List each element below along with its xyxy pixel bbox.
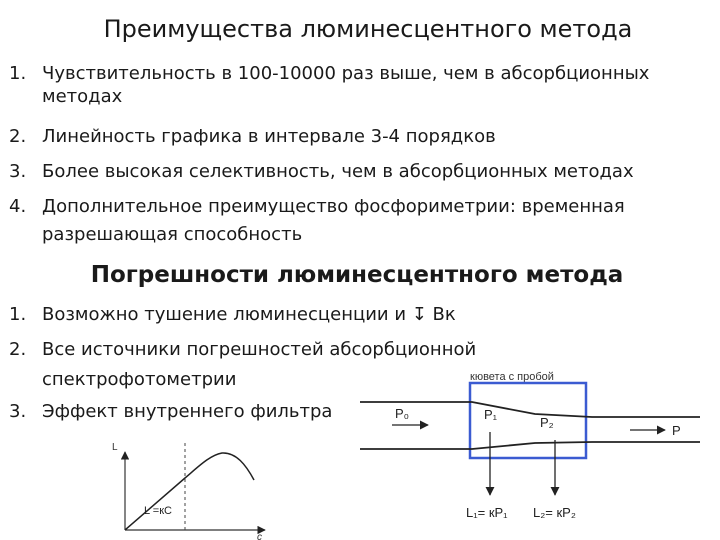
item-text-line: Возможно тушение люминесценции и ↧ Вк [42, 304, 456, 325]
l2-label: L₂= кP₂ [533, 505, 576, 520]
calibration-curve [125, 453, 254, 530]
item-text-line: Дополнительное преимущество фосфориметрии: временная [42, 196, 625, 217]
graph-xlabel: c [257, 532, 262, 540]
advantages-title: Преимущества люминесцентного метода [103, 15, 633, 43]
errors-title: Погрешности люминесцентного метода [90, 262, 624, 288]
beam-bottom-edge [360, 442, 700, 449]
item-text-line: методах [42, 86, 123, 107]
item-text-line: спектрофотометрии [42, 369, 237, 390]
p2-label: P₂ [540, 415, 554, 430]
item-text-line: Все источники погрешностей абсорбционной [42, 339, 477, 360]
l1-label: L₁= кP₁ [466, 505, 508, 520]
item-number: 1. [9, 304, 27, 325]
graph-ylabel: L [112, 442, 118, 453]
item-number: 2. [9, 339, 27, 360]
cuvette-diagram [360, 371, 700, 520]
item-number: 1. [9, 63, 27, 84]
graph-line-label: L =кС [144, 505, 172, 517]
item-text-line: Чувствительность в 100-10000 раз выше, чем в абсорбционных [42, 63, 650, 84]
p0-label: P₀ [395, 406, 410, 421]
calibration-graph [112, 440, 265, 540]
p1-label: P₁ [484, 407, 498, 422]
item-number: 3. [9, 401, 27, 422]
item-text-line: Эффект внутреннего фильтра [42, 401, 333, 422]
item-text-line: Линейность графика в интервале 3-4 порядков [42, 126, 496, 147]
item-text-line: разрешающая способность [42, 224, 303, 245]
p-out-label: P [672, 423, 681, 438]
item-number: 3. [9, 161, 27, 182]
item-number: 2. [9, 126, 27, 147]
item-text-line: Более высокая селективность, чем в абсорбционных методах [42, 161, 634, 182]
item-number: 4. [9, 196, 27, 217]
cuvette-label: кювета с пробой [470, 371, 554, 383]
beam-top-edge [360, 402, 700, 417]
